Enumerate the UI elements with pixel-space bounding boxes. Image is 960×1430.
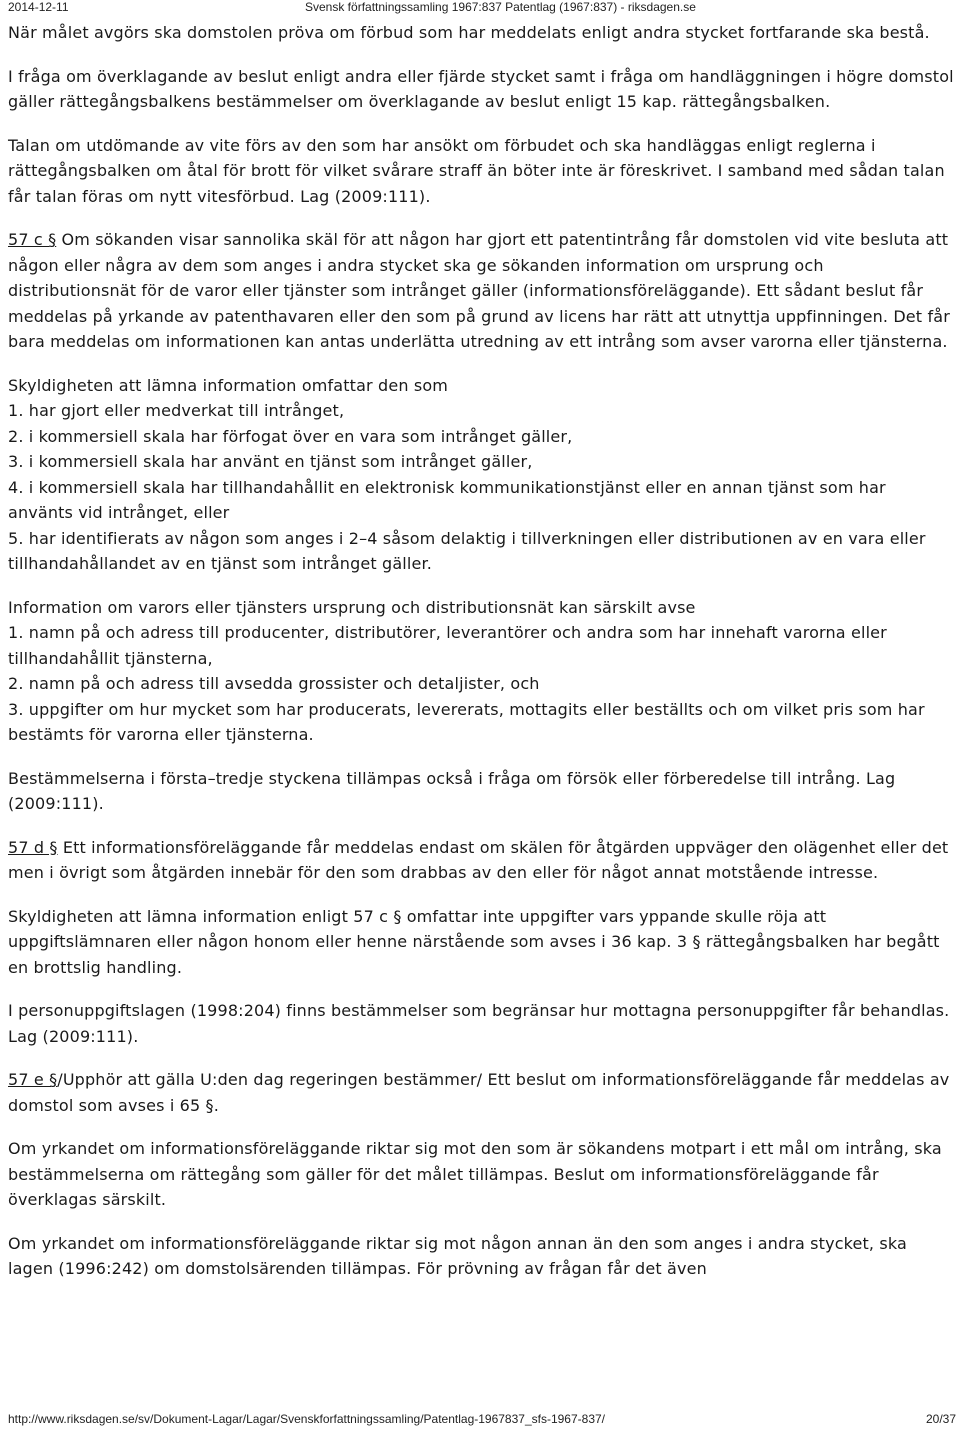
section-link-57e[interactable]: 57 e § <box>8 1070 58 1089</box>
paragraph: Bestämmelserna i första–tredje styckena tillämpas också i fråga om försök eller förberedelse till intrång. Lag (2009:111). <box>8 768 896 813</box>
section-text: Om sökanden visar sannolika skäl för att någon har gjort ett patentintrång får domstolen vid vite besluta att någon eller några av dem som anges i andra stycket ska ge sökanden information om ursprung och distributionsnät för de varor eller tjänster som intrånget gäller (informationsföreläggande). Ett sådant beslut får meddelas på yrkande av patenthavaren eller den som på grund av licens har rätt att utnyttja uppfinningen. Det får bara meddelas om informationen kan antas underlätta utredning av ett intrång som avser varorna eller tjänsterna. <box>8 230 950 351</box>
list-item: 3. uppgifter om hur mycket som har producerats, levererats, mottagits eller beställts och om vilket pris som har bestämts för varorna eller tjänsterna. <box>8 699 925 744</box>
paragraph: Talan om utdömande av vite förs av den som har ansökt om förbudet och ska handläggas enligt reglerna i rättegångsbalken om åtal för brott för vilket svårare straff än böter inte är föreskrivet. I samband med sådan talan får talan föras om nytt vitesförbud. Lag (2009:111). <box>8 135 945 206</box>
paragraph: Skyldigheten att lämna information enligt 57 c § omfattar inte uppgifter vars yppande skulle röja att uppgiftslämnaren eller någon honom eller henne närstående som avses i 36 kap. 3 § rättegångsbalken har begått en brottslig handling. <box>8 906 940 977</box>
section-text: /Upphör att gälla U:den dag regeringen bestämmer/ Ett beslut om informationsföreläggande får meddelas av domstol som avses i 65 §. <box>8 1070 950 1115</box>
print-url[interactable]: http://www.riksdagen.se/sv/Dokument-Lagar/Lagar/Svenskforfattningssamling/Patentlag-1967837_sfs-1967-837/ <box>8 1412 606 1426</box>
section-57e <box>8 1067 956 1118</box>
section-link-57d[interactable]: 57 d § <box>8 837 58 857</box>
list-item: 1. har gjort eller medverkat till intrånget, <box>8 401 345 420</box>
list-item: 1. namn på och adress till producenter, distributörer, leverantörer och andra som har innehaft varorna eller tillhandahållit tjänsterna, <box>8 623 887 668</box>
list-item: 4. i kommersiell skala har tillhandahållit en elektronisk kommunikationstjänst eller en annan tjänst som har använts vid intrånget, eller <box>8 477 886 522</box>
print-header <box>0 0 960 16</box>
paragraph: Om yrkandet om informationsföreläggande riktar sig mot någon annan än den som anges i andra stycket, ska lagen (1996:242) om domstolsärenden tillämpas. För prövning av frågan får det även <box>8 1233 907 1278</box>
paragraph: I fråga om överklagande av beslut enligt andra eller fjärde stycket samt i fråga om handläggningen i högre domstol gäller rättegångsbalkens bestämmelser om överklagande av beslut enligt 15 kap. rättegångsbalken. <box>8 66 954 111</box>
paragraph: I personuppgiftslagen (1998:204) finns bestämmelser som begränsar hur mottagna personuppgifter får behandlas. Lag (2009:111). <box>8 1001 950 1046</box>
list-item: 2. namn på och adress till avsedda grossister och detaljister, och <box>8 674 540 693</box>
print-footer <box>0 1412 960 1428</box>
paragraph: När målet avgörs ska domstolen pröva om förbud som har meddelats enligt andra stycket fortfarande ska bestå. <box>8 23 930 42</box>
section-57c <box>8 227 956 355</box>
page-number: 20/37 <box>925 1412 956 1426</box>
print-title: Svensk författningssamling 1967:837 Patentlag (1967:837) - riksdagen.se <box>305 0 696 14</box>
section-57d <box>8 835 956 886</box>
section-link-57c[interactable]: 57 c § <box>8 230 57 249</box>
list-item: 3. i kommersiell skala har använt en tjänst som intrånget gäller, <box>8 452 533 471</box>
list-item: 2. i kommersiell skala har förfogat över en vara som intrånget gäller, <box>8 426 573 446</box>
list-item: 5. har identifierats av någon som anges i 2–4 såsom delaktig i tillverkningen eller distributionen av en vara eller tillhandahållandet av en tjänst som intrånget gäller. <box>8 528 926 573</box>
obligation-list <box>8 373 956 577</box>
paragraph: Om yrkandet om informationsföreläggande riktar sig mot den som är sökandens motpart i ett mål om intrång, ska bestämmelserna om rättegång som gäller för det målet tillämpas. Beslut om informationsföreläggande får överklagas särskilt. <box>8 1139 942 1209</box>
section-text: Ett informationsföreläggande får meddelas endast om skälen för åtgärden uppväger den olägenhet eller det men i övrigt som åtgärden innebär för den som drabbas av den eller för något annat motstående intresse. <box>8 837 949 882</box>
document-body <box>8 20 956 1300</box>
information-list <box>8 595 956 748</box>
list-intro: Information om varors eller tjänsters ursprung och distributionsnät kan särskilt avse <box>8 597 696 617</box>
print-date: 2014-12-11 <box>8 0 69 14</box>
list-intro: Skyldigheten att lämna information omfattar den som <box>8 375 449 395</box>
